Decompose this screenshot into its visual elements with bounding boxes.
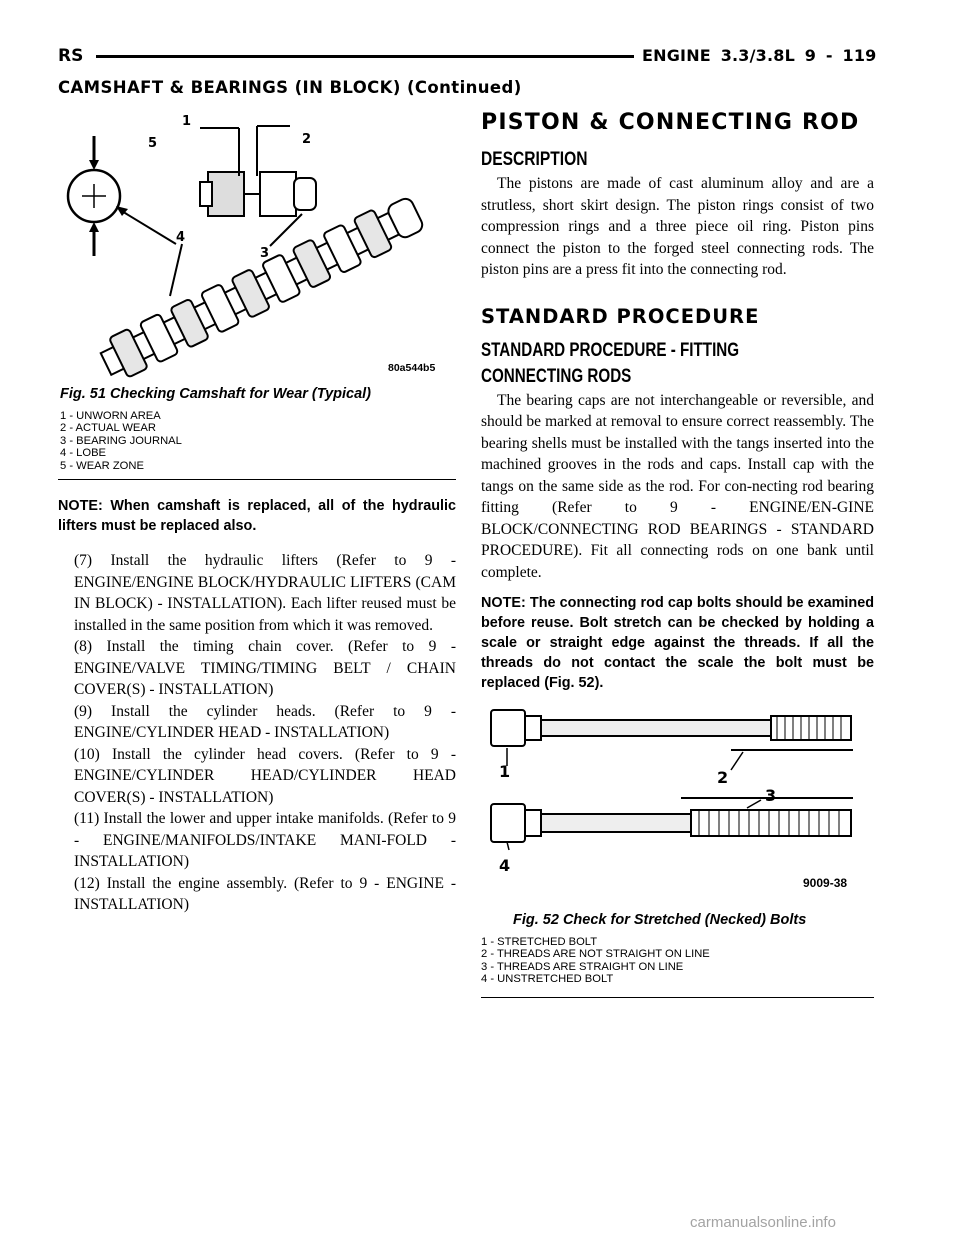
description-heading: DESCRIPTION <box>481 149 588 170</box>
legend-item: 2 - ACTUAL WEAR <box>60 422 156 435</box>
piston-rod-heading: PISTON & CONNECTING ROD <box>481 110 860 135</box>
legend-item: 4 - LOBE <box>60 447 107 460</box>
installation-steps <box>58 550 456 916</box>
figure-legend <box>60 410 182 472</box>
callout-4: 4 <box>176 230 186 245</box>
step-11: (11) Install the lower and upper intake manifolds. (Refer to 9 - ENGINE/MANIFOLDS/INTAKE MANI-FOLD - INSTALLATION) <box>74 810 456 870</box>
legend-item: 4 - UNSTRETCHED BOLT <box>481 973 614 986</box>
standard-procedure-heading: STANDARD PROCEDURE <box>481 304 760 328</box>
legend-item: 1 - UNWORN AREA <box>60 410 161 422</box>
figure-51 <box>58 106 456 486</box>
header-rule <box>96 55 634 58</box>
legend-item: 1 - STRETCHED BOLT <box>481 936 598 948</box>
bolt-note: NOTE: The connecting rod cap bolts should be examined before reuse. Bolt stretch can be checked by holding a scale or straight edge against the threads. If all the threads do not contact the scale the bolt must be replaced (Fig. 52). <box>481 595 874 691</box>
header-section-code: RS <box>58 46 84 66</box>
camshaft-illustration <box>58 106 456 386</box>
bolts-illustration <box>481 704 874 894</box>
figure-code: 9009-38 <box>803 876 848 890</box>
camshaft-note: NOTE: When camshaft is replaced, all of the hydraulic lifters must be replaced also. <box>58 498 456 534</box>
callout-5: 5 <box>148 136 158 151</box>
step-12: (12) Install the engine assembly. (Refer to 9 - ENGINE - INSTALLATION) <box>74 874 456 913</box>
figure-52 <box>481 704 874 1000</box>
watermark: carmanualsonline.info <box>690 1214 836 1231</box>
figure-rule <box>58 479 456 480</box>
callout-1: 1 <box>182 114 192 129</box>
bolt-callout-2: 2 <box>717 768 729 787</box>
callout-2: 2 <box>302 132 312 147</box>
fitting-heading-line2: CONNECTING RODS <box>481 365 632 387</box>
callout-3: 3 <box>260 246 270 261</box>
figure-legend <box>481 936 710 986</box>
step-10: (10) Install the cylinder head covers. (Refer to 9 - ENGINE/CYLINDER HEAD/CYLINDER HEAD COVER(S) - INSTALLATION) <box>74 745 456 806</box>
step-9: (9) Install the cylinder heads. (Refer to 9 - ENGINE/CYLINDER HEAD - INSTALLATION) <box>74 702 456 741</box>
step-7: (7) Install the hydraulic lifters (Refer to 9 - ENGINE/ENGINE BLOCK/HYDRAULIC LIFTERS (CAM IN BLOCK) - INSTALLATION). Each lifter reused must be installed in the same position from which it was removed. <box>74 552 456 634</box>
figure-caption: Fig. 51 Checking Camshaft for Wear (Typical) <box>60 386 372 402</box>
legend-item: 5 - WEAR ZONE <box>60 459 144 472</box>
step-8: (8) Install the timing chain cover. (Refer to 9 - ENGINE/VALVE TIMING/TIMING BELT / CHAIN COVER(S) - INSTALLATION) <box>74 638 456 698</box>
section-title: CAMSHAFT & BEARINGS (IN BLOCK) (Continued) <box>58 78 522 97</box>
bolt-callout-3: 3 <box>765 786 777 805</box>
fitting-heading-line1: STANDARD PROCEDURE - FITTING <box>481 339 740 361</box>
header-page-ref: ENGINE 3.3/3.8L 9 - 119 <box>642 46 877 65</box>
bolt-callout-4: 4 <box>499 856 511 875</box>
legend-item: 3 - BEARING JOURNAL <box>60 434 182 447</box>
legend-item: 2 - THREADS ARE NOT STRAIGHT ON LINE <box>481 948 710 961</box>
figure-code: 80a544b5 <box>388 362 436 374</box>
description-text: The pistons are made of cast aluminum alloy and are a strutless, short skirt design. The piston rings consist of two compression rings and a three piece oil ring. Piston pins connect the piston to the forged steel connecting rods. The piston pins are a press fit into the connecting rod. <box>481 175 874 278</box>
figure-caption: Fig. 52 Check for Stretched (Necked) Bolts <box>513 912 807 928</box>
bolt-callout-1: 1 <box>499 762 511 781</box>
fitting-text: The bearing caps are not interchangeable or reversible, and should be marked at removal to ensure correct reassembly. The bearing shells must be installed with the tangs inserted into the machined grooves in the rods and caps. Install cap with the tangs on the same side as the rod. For con-necting rod bearing fitting (Refer to 9 - ENGINE/EN-GINE BLOCK/CONNECTING ROD BEARINGS - STANDARD PROCEDURE). Fit all connecting rods on one bank until complete. <box>481 391 874 581</box>
legend-item: 3 - THREADS ARE STRAIGHT ON LINE <box>481 960 684 973</box>
figure-rule <box>481 997 874 998</box>
